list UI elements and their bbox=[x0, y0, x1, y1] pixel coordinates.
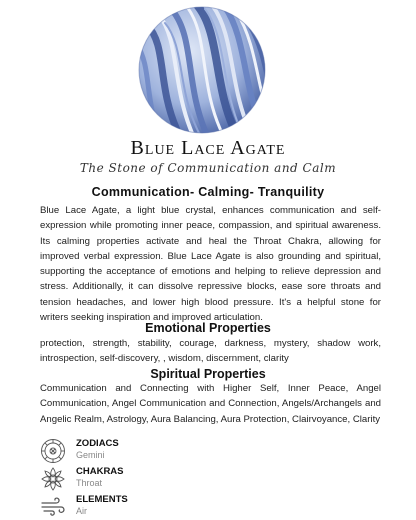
emotional-properties-text: protection, strength, stability, courage, darkness, mystery, shadow work, introspection, self-discovery, , wisdom, discernment, clarity bbox=[40, 338, 381, 365]
air-swirl-icon bbox=[40, 494, 66, 520]
chakra-value: Throat bbox=[76, 478, 103, 488]
chakra-label: CHAKRAS bbox=[76, 466, 124, 477]
crystal-title: Blue Lace Agate bbox=[130, 137, 286, 159]
zodiac-label: ZODIACS bbox=[76, 438, 119, 449]
zodiac-attribute bbox=[40, 438, 240, 464]
blue-lace-agate-stone-image bbox=[137, 5, 267, 135]
emotional-properties-heading: Emotional Properties bbox=[145, 321, 271, 335]
chakra-attribute bbox=[40, 466, 240, 492]
spiritual-properties-text: Communication and Connecting with Higher Self, Inner Peace, Angel Communication, Angel Communication and Connection, Angels/Archangels and Angelic Realm, Astrology, Aura Balancing, Aura Protection, Clairvoyance, Clarity bbox=[40, 383, 381, 425]
crystal-description: Blue Lace Agate, a light blue crystal, enhances communication and self-expression while promoting inner peace, compassion, and spiritual awareness. Its calming properties activate and heal the Throat Chakra, allowing for improved verbal expression. Blue Lace Agate is also grounding and spiritual, supporting the acceptance of emotions and helping to relieve depression and stress. Additionally, it can dissolve repressive blocks, ease sore throats and tension headaches, and lower high blood pressure. It's a helpful stone for writers seeking inspiration and improved articulation. bbox=[40, 205, 381, 324]
zodiac-value: Gemini bbox=[76, 450, 105, 460]
element-label: ELEMENTS bbox=[76, 494, 128, 505]
element-value: Air bbox=[76, 506, 87, 516]
crystal-tagline: Communication- Calming- Tranquility bbox=[91, 185, 325, 199]
element-attribute bbox=[40, 494, 240, 520]
spiritual-properties-heading: Spiritual Properties bbox=[150, 367, 266, 381]
chakra-lotus-icon bbox=[40, 466, 66, 492]
crystal-subtitle: The Stone of Communication and Calm bbox=[79, 161, 337, 175]
zodiac-wheel-icon bbox=[40, 438, 66, 464]
